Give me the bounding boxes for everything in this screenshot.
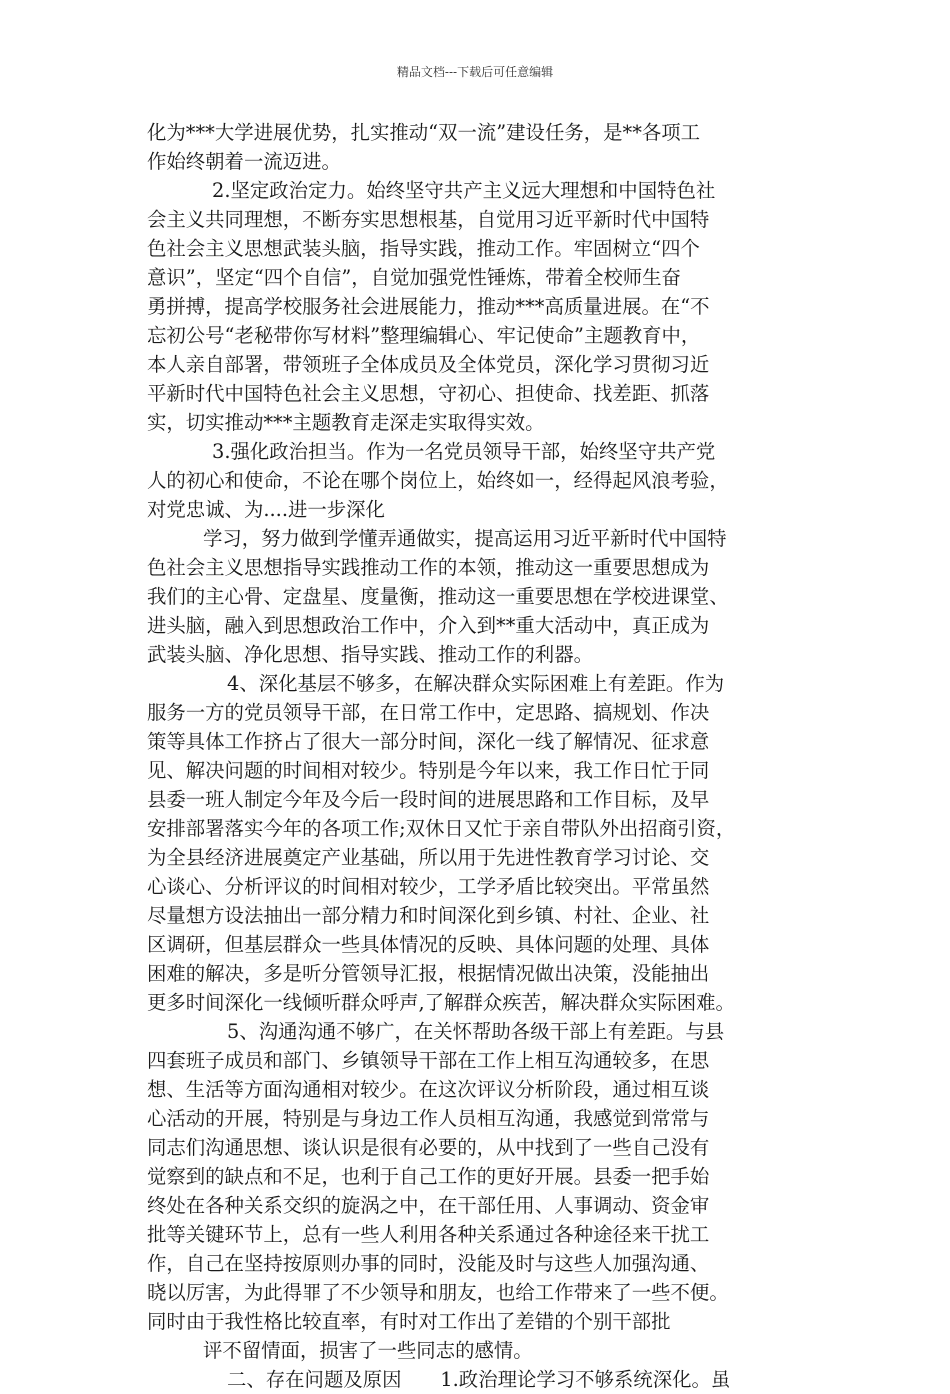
text-line: 本人亲自部署，带领班子全体成员及全体党员，深化学习贯彻习近 [147,353,710,376]
text-line: 觉察到的缺点和不足，也利于自己工作的更好开展。县委一把手始 [147,1165,710,1188]
text-line: 同时由于我性格比较直率，有时对工作出了差错的个别干部批 [147,1310,671,1333]
text-line: 我们的主心骨、定盘星、度量衡，推动这一重要思想在学校进课堂、 [147,585,729,608]
text-line: 2.坚定政治定力。始终坚守共产主义远大理想和中国特色社 [212,179,716,202]
text-line: 服务一方的党员领导干部，在日常工作中，定思路、搞规划、作决 [147,701,710,724]
text-line: 作，自己在坚持按原则办事的同时，没能及时与这些人加强沟通、 [147,1252,710,1275]
text-line: 武装头脑、净化思想、指导实践、推动工作的利器。 [147,643,593,666]
text-line: 四套班子成员和部门、乡镇领导干部在工作上相互沟通较多，在思 [147,1049,710,1072]
text-line: 意识”，坚定“四个自信”，自觉加强党性锤炼，带着全校师生奋 [147,266,681,289]
text-line: 区调研，但基层群众一些具体情况的反映、具体问题的处理、具体 [147,933,710,956]
text-line: 县委一班人制定今年及今后一段时间的进展思路和工作目标，及早 [147,788,710,811]
text-line: 策等具体工作挤占了很大一部分时间，深化一线了解情况、征求意 [147,730,710,753]
text-line: 安排部署落实今年的各项工作;双休日又忙于亲自带队外出招商引资， [147,817,736,840]
text-line: 人的初心和使命，不论在哪个岗位上，始终如一，经得起风浪考验， [147,469,729,492]
text-line: 5、沟通沟通不够广，在关怀帮助各级干部上有差距。与县 [227,1020,725,1043]
text-line: 想、生活等方面沟通相对较少。在这次评议分析阶段，通过相互谈 [147,1078,710,1101]
text-line: 进头脑，融入到思想政治工作中，介入到**重大活动中，真正成为 [147,614,710,637]
text-line: 晓以厉害，为此得罪了不少领导和朋友，也给工作带来了一些不便。 [147,1281,729,1304]
text-line: 勇拼搏，提高学校服务社会进展能力，推动***高质量进展。在“不 [147,295,710,318]
text-line: 3.强化政治担当。作为一名党员领导干部，始终坚守共产党 [212,440,716,463]
text-line: 更多时间深化一线倾听群众呼声,了解群众疾苦，解决群众实际困难。 [147,991,735,1014]
text-line: 色社会主义思想武装头脑，指导实践，推动工作。牢固树立“四个 [147,237,700,260]
text-line: 会主义共同理想，不断夯实思想根基，自觉用习近平新时代中国特 [147,208,710,231]
text-line: 心谈心、分析评议的时间相对较少，工学矛盾比较突出。平常虽然 [147,875,710,898]
text-line: 平新时代中国特色社会主义思想，守初心、担使命、找差距、抓落 [147,382,710,405]
text-line: 学习，努力做到学懂弄通做实，提高运用习近平新时代中国特 [203,527,727,550]
text-line: 色社会主义思想指导实践推动工作的本领，推动这一重要思想成为 [147,556,710,579]
text-line: 心活动的开展，特别是与身边工作人员相互沟通，我感觉到常常与 [147,1107,710,1130]
document-body [147,118,827,1394]
text-line: 同志们沟通思想、谈认识是很有必要的，从中找到了一些自己没有 [147,1136,710,1159]
text-line: 二、存在问题及原因 1.政治理论学习不够系统深化。虽 [227,1368,731,1391]
text-line: 评不留情面，损害了一些同志的感情。 [203,1339,533,1362]
text-line: 化为***大学进展优势，扎实推动“双一流”建设任务，是**各项工 [147,121,701,144]
text-line: 对党忠诚、为....进一步深化 [147,498,385,521]
text-line: 作始终朝着一流迈进。 [147,150,341,173]
text-line: 忘初公号“老秘带你写材料”整理编辑心、牢记使命”主题教育中， [147,324,701,347]
text-line: 为全县经济进展奠定产业基础，所以用于先进性教育学习讨论、交 [147,846,710,869]
text-line: 批等关键环节上，总有一些人利用各种关系通过各种途径来干扰工 [147,1223,710,1246]
page-header: 精品文档---下载后可任意编辑 [396,65,554,79]
text-line: 4、深化基层不够多，在解决群众实际困难上有差距。作为 [227,672,725,695]
text-line: 困难的解决，多是听分管领导汇报，根据情况做出决策，没能抽出 [147,962,710,985]
text-line: 见、解决问题的时间相对较少。特别是今年以来，我工作日忙于同 [147,759,710,782]
text-line: 实，切实推动***主题教育走深走实取得实效。 [147,411,545,434]
text-line: 尽量想方设法抽出一部分精力和时间深化到乡镇、村社、企业、社 [147,904,710,927]
text-line: 终处在各种关系交织的旋涡之中，在干部任用、人事调动、资金审 [147,1194,710,1217]
